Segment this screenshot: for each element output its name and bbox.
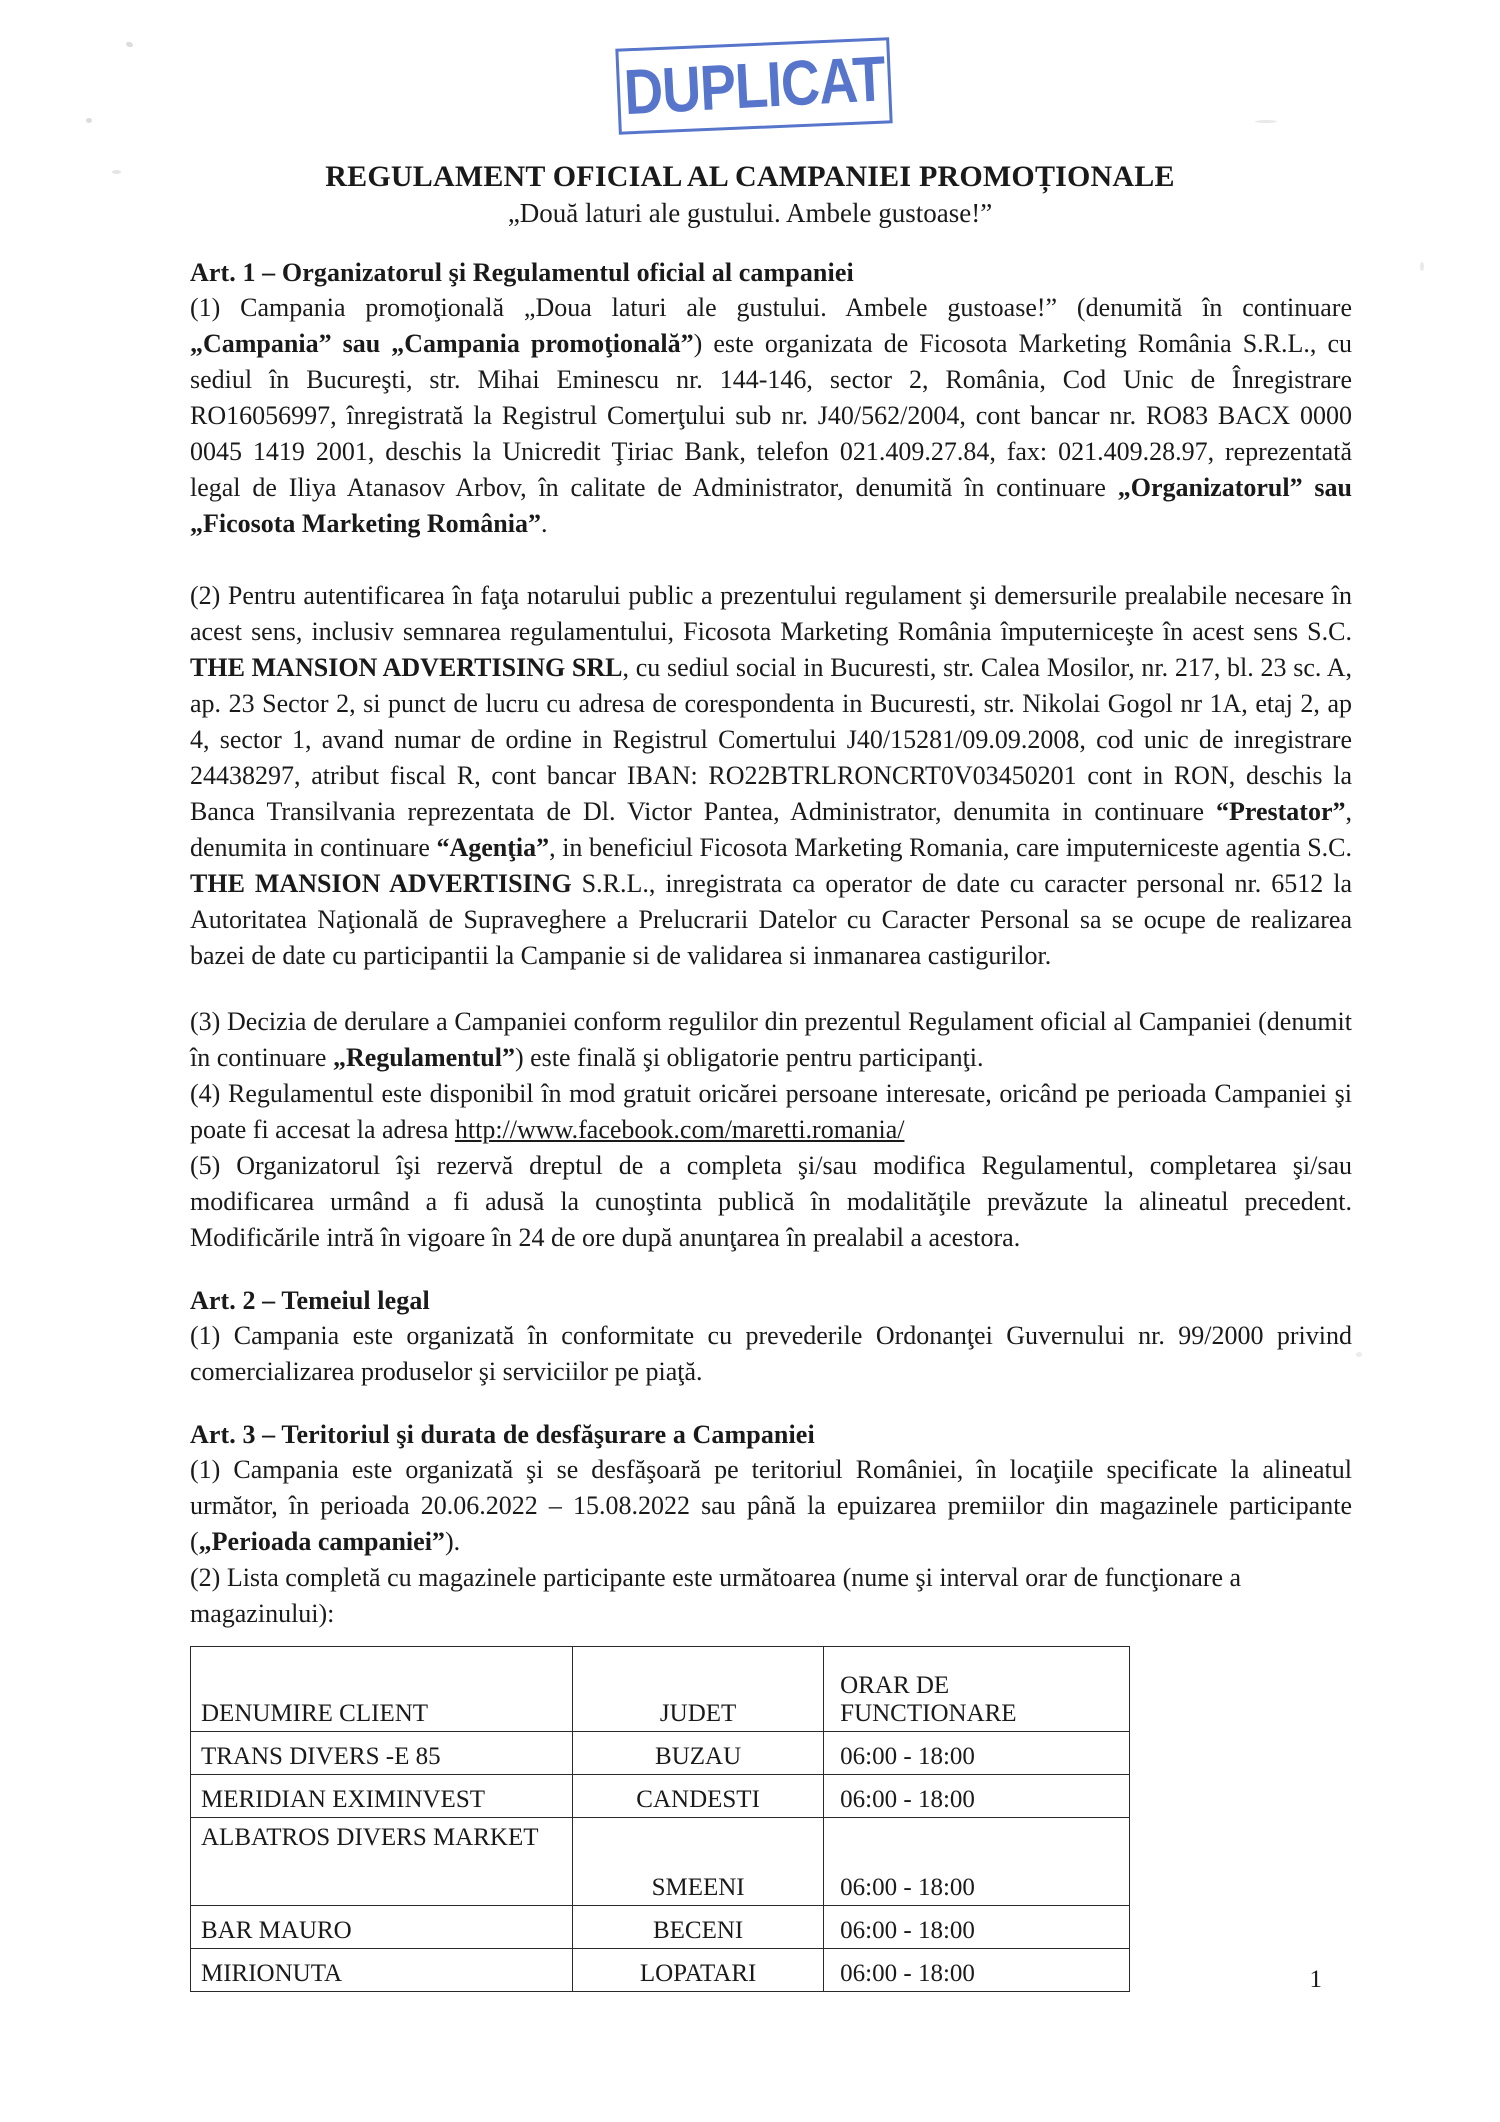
a1p1-part-a: (1) Campania promoţională „Doua laturi ale gustului. Ambele gustoase!” (denumită în continuare — [190, 293, 1352, 322]
table-header — [191, 1647, 1130, 1732]
scan-speckle — [1420, 262, 1424, 271]
a1p3-part-a: (3) Decizia de derulare a Campaniei conform regulilor din prezentul Regulament oficial al Campaniei (denumit în continuare — [190, 1007, 1352, 1072]
page-subtitle: „Două laturi ale gustului. Ambele gustoase!” — [507, 198, 993, 228]
scan-speckle — [125, 41, 133, 48]
table-row — [191, 1818, 1130, 1906]
cell-denumire-client: ALBATROS DIVERS MARKET — [191, 1818, 573, 1906]
a1p1-part-b: „Campania” sau „Campania promoţională” — [190, 329, 694, 358]
spacer — [190, 974, 1352, 1004]
a1p1-part-c: ) este organizata de Ficosota Marketing România S.R.L., cu sediul în Bucureşti, str. Mihai Eminescu nr. 144-146, sector 2, România, Cod Unic de Înregistrare RO16056997, înregistrată la Registrul Comerţului sub nr. J40/562/2004, cont bancar nr. RO83 BACX 0000 0045 1419 2001, deschis la Unicredit Ţiriac Bank, telefon 021.409.27.84, fax: 021.409.28.97, reprezentată legal de Iliya Atanasov Arbov, în calitate de Administrator, denumită în continuare — [190, 329, 1352, 502]
cell-orar: 06:00 - 18:00 — [824, 1818, 1130, 1906]
participating-stores-table-wrapper — [190, 1646, 1130, 1992]
article-1-paragraph-4 — [190, 1076, 1352, 1148]
article-1-paragraph-1 — [190, 290, 1352, 542]
article-1-paragraph-2 — [190, 578, 1352, 974]
article-3-paragraph-2: (2) Lista completă cu magazinele participante este următoarea (nume şi interval orar de funcţionare a magazinului): — [190, 1563, 1242, 1628]
page-number: 1 — [1309, 1966, 1322, 1993]
table-row — [191, 1732, 1130, 1775]
facebook-link[interactable]: http://www.facebook.com/maretti.romania/ — [454, 1115, 905, 1144]
a1p1-part-e: . — [540, 509, 548, 538]
column-header-judet: JUDET — [573, 1647, 824, 1732]
article-1-paragraph-5: (5) Organizatorul îşi rezervă dreptul de a completa şi/sau modifica Regulamentul, completarea şi/sau modificarea urmând a fi adusă la cunoştinta publică în modalităţile prevăzute la alineatul precedent. Modificările intră în vigoare în 24 de ore după anunţarea în prealabil a acestora. — [190, 1151, 1352, 1252]
cell-denumire-client: MIRIONUTA — [191, 1949, 573, 1992]
spacer — [190, 542, 1352, 578]
cell-judet: BECENI — [573, 1906, 824, 1949]
document-body — [190, 258, 1352, 1992]
a1p2-part-h: THE MANSION ADVERTISING — [190, 869, 572, 898]
article-1-paragraph-3 — [190, 1004, 1352, 1076]
column-header-denumire-client: DENUMIRE CLIENT — [191, 1647, 573, 1732]
cell-judet: LOPATARI — [573, 1949, 824, 1992]
duplicat-stamp-label: DUPLICAT — [621, 43, 887, 129]
article-2-paragraph-1: (1) Campania este organizată în conformitate cu prevederile Ordonanţei Guvernului nr. 99/2000 privind comercializarea produselor şi serviciilor pe piaţă. — [190, 1321, 1352, 1386]
cell-judet: BUZAU — [573, 1732, 824, 1775]
cell-denumire-client: MERIDIAN EXIMINVEST — [191, 1775, 573, 1818]
article-1-heading: Art. 1 – Organizatorul şi Regulamentul oficial al campaniei — [190, 258, 854, 287]
article-3-paragraph-1 — [190, 1452, 1352, 1560]
scan-speckle — [1255, 120, 1277, 123]
a1p1-part-d: „Organizatorul” sau „Ficosota Marketing România” — [190, 473, 1353, 538]
duplicat-stamp — [615, 37, 892, 134]
a1p2-part-f: “Agenţia” — [436, 833, 550, 862]
page-title: REGULAMENT OFICIAL AL CAMPANIEI PROMOȚIONALE — [325, 160, 1175, 193]
table-row — [191, 1775, 1130, 1818]
a1p2-part-a: (2) Pentru autentificarea în faţa notarului public a prezentului regulament şi demersurile prealabile necesare în acest sens, inclusiv semnarea regulamentului, Ficosota Marketing România împuterniceşte în acest sens S.C. — [190, 581, 1352, 646]
article-3-heading: Art. 3 – Teritoriul şi durata de desfăşurare a Campaniei — [190, 1420, 815, 1449]
article-2-heading: Art. 2 – Temeiul legal — [190, 1286, 430, 1315]
a1p2-part-b: THE MANSION ADVERTISING SRL — [190, 653, 623, 682]
a1p4-text: (4) Regulamentul este disponibil în mod gratuit oricărei persoane interesate, oricând pe perioada Campaniei şi poate fi accesat la adresa — [190, 1079, 1352, 1144]
cell-judet: CANDESTI — [573, 1775, 824, 1818]
cell-denumire-client: TRANS DIVERS -E 85 — [191, 1732, 573, 1775]
table-row — [191, 1906, 1130, 1949]
scan-speckle — [86, 118, 92, 123]
participating-stores-table — [190, 1646, 1130, 1992]
a1p3-part-c: ) este finală şi obligatorie pentru participanţi. — [514, 1043, 984, 1072]
a3p1-part-a: (1) Campania este organizată şi se desfăşoară pe teritoriul României, în locaţiile specificate la alineatul următor, în perioada 20.06.2022 – 15.08.2022 sau până la epuizarea premiilor din magazinele participante ( — [190, 1455, 1352, 1556]
a3p1-part-c: ). — [444, 1527, 461, 1556]
a1p2-part-g: , in beneficiul Ficosota Marketing Romania, care imputerniceste agentia S.C. — [549, 833, 1353, 862]
cell-orar: 06:00 - 18:00 — [824, 1906, 1130, 1949]
table-header-row — [191, 1647, 1130, 1732]
table-row — [191, 1949, 1130, 1992]
a1p2-part-i: S.R.L., inregistrata ca operator de date cu caracter personal nr. 6512 la Autoritatea Naţională de Supraveghere a Prelucrarii Datelor cu Caracter Personal sa se ocupe de realizarea bazei de date cu participantii la Campanie si de validarea si inmanarea castigurilor. — [190, 869, 1352, 970]
column-header-orar-de-functionare: ORAR DE FUNCTIONARE — [824, 1647, 1130, 1732]
scan-speckle — [1356, 1352, 1362, 1357]
cell-orar: 06:00 - 18:00 — [824, 1775, 1130, 1818]
a1p2-part-d: “Prestator” — [1216, 797, 1346, 826]
table-body — [191, 1732, 1130, 1992]
spacer — [190, 1256, 1352, 1286]
cell-orar: 06:00 - 18:00 — [824, 1949, 1130, 1992]
a1p2-part-e: , denumita in continuare — [190, 797, 1352, 862]
a1p3-part-b: „Regulamentul” — [332, 1043, 515, 1072]
cell-denumire-client: BAR MAURO — [191, 1906, 573, 1949]
cell-orar: 06:00 - 18:00 — [824, 1732, 1130, 1775]
a3p1-part-b: „Perioada campaniei” — [198, 1527, 445, 1556]
cell-judet: SMEENI — [573, 1818, 824, 1906]
a1p2-part-c: , cu sediul social in Bucuresti, str. Calea Mosilor, nr. 217, bl. 23 sc. A, ap. 23 Sector 2, si punct de lucru cu adresa de corespondenta in Bucuresti, str. Nikolai Gogol nr 1A, etaj 2, ap 4, sector 1, avand numar de ordine in Registrul Comertului J40/15281/09.09.2008, cod unic de inregistrare 24438297, atribut fiscal R, cont bancar IBAN: RO22BTRLRONCRT0V03450201 cont in RON, deschis la Banca Transilvania reprezentata de Dl. Victor Pantea, Administrator, denumita in continuare — [190, 653, 1352, 826]
spacer — [190, 1390, 1352, 1420]
